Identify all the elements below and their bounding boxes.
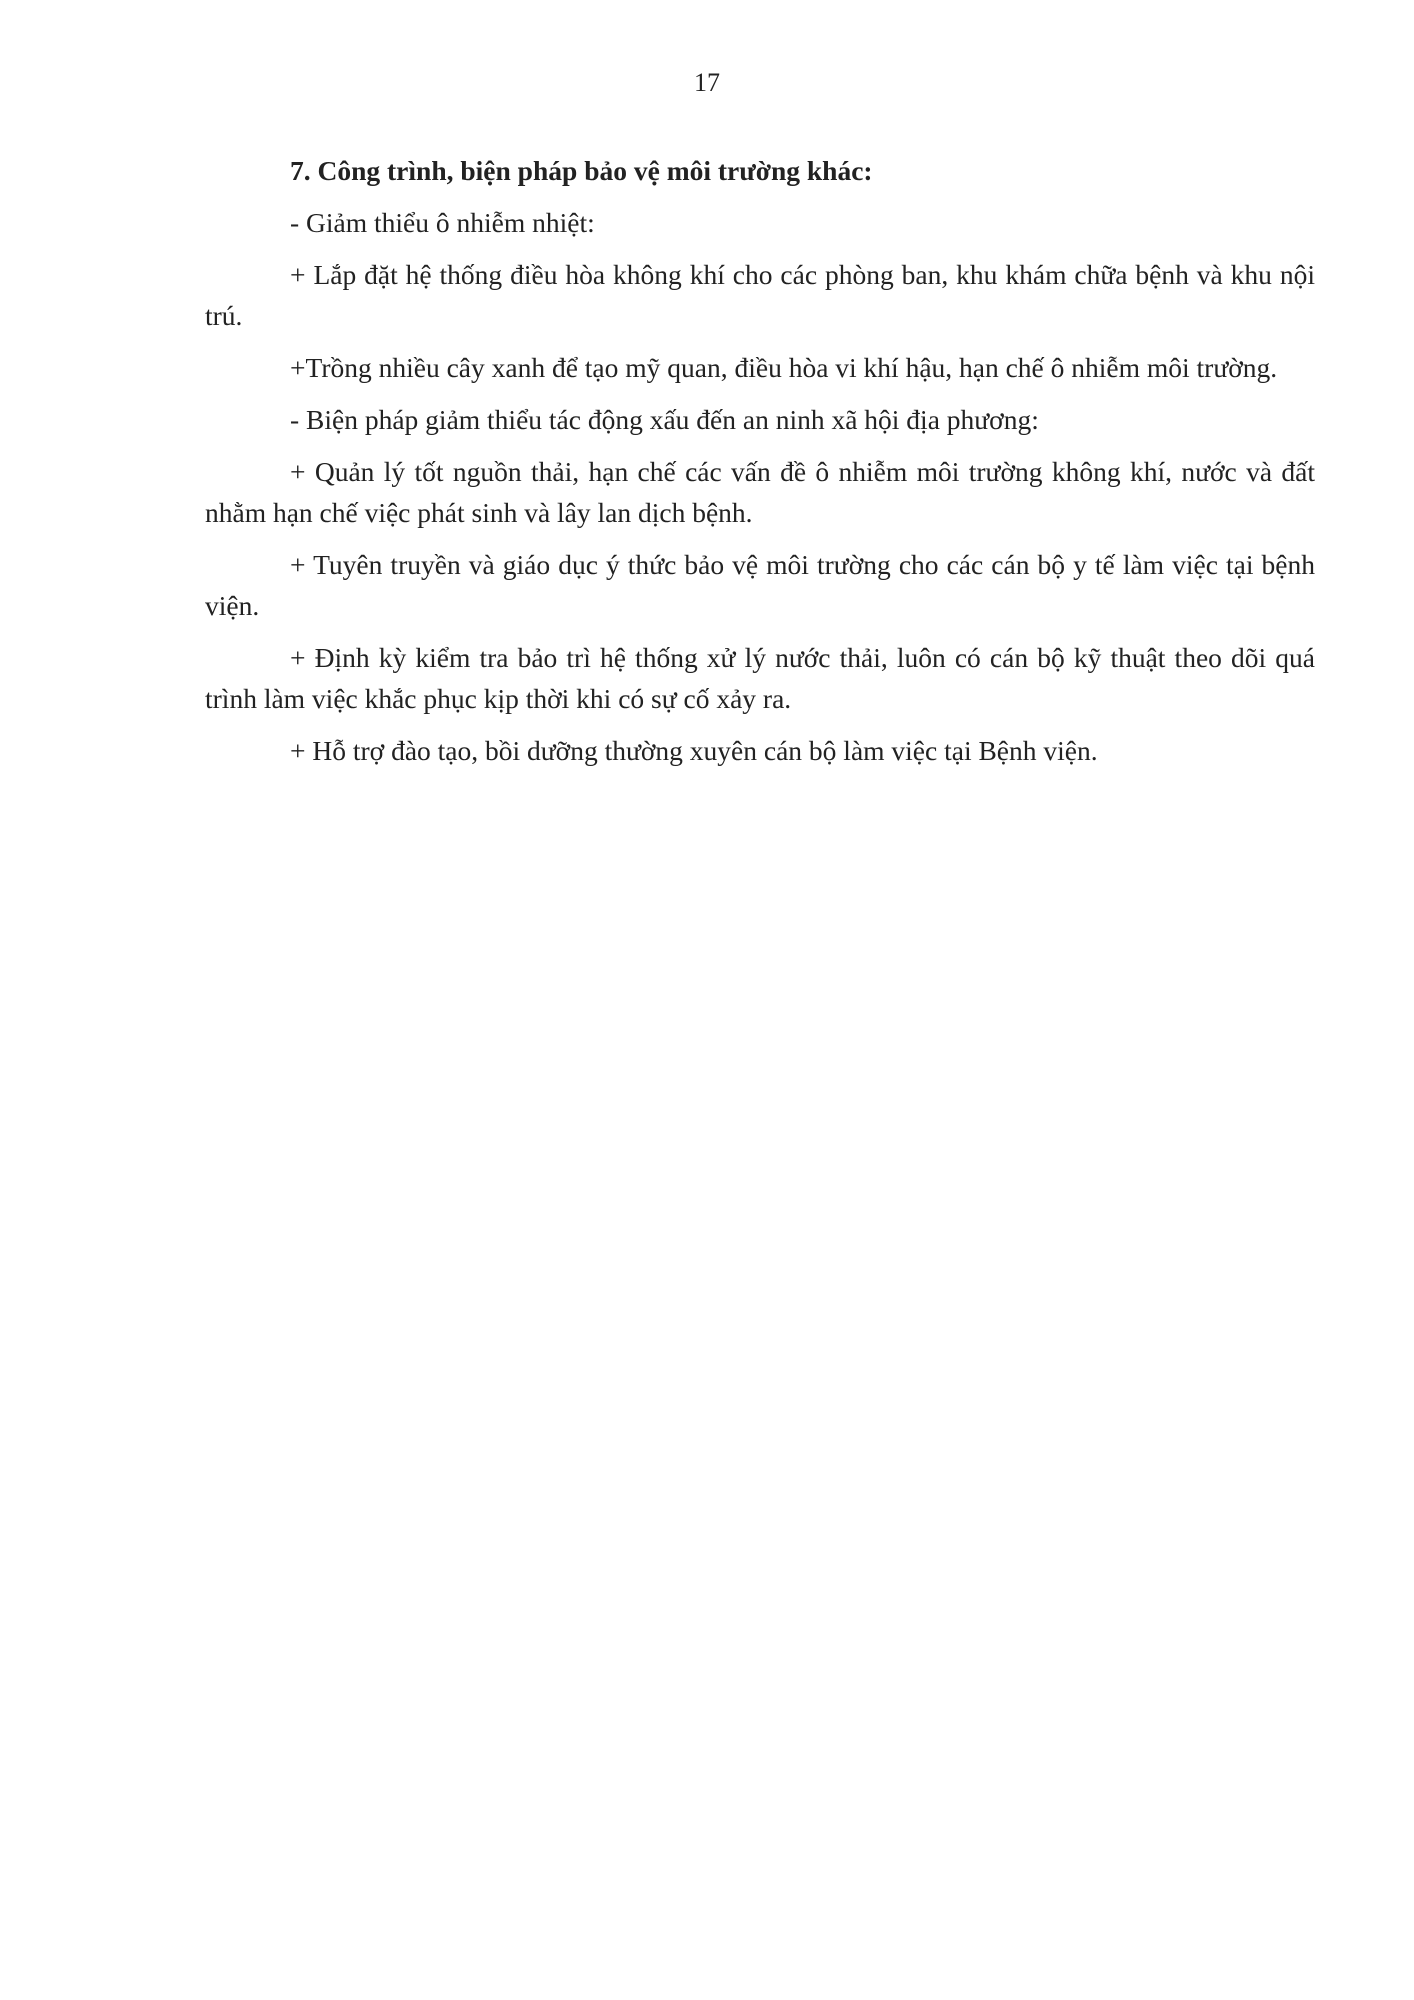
paragraph-education: + Tuyên truyền và giáo dục ý thức bảo vệ môi trường cho các cán bộ y tế làm việc tại bệnh viện.	[205, 549, 1315, 621]
paragraph-waste-management: + Quản lý tốt nguồn thải, hạn chế các vấn đề ô nhiễm môi trường không khí, nước và đất nhằm hạn chế việc phát sinh và lây lan dịch bệnh.	[205, 456, 1315, 528]
paragraph-planting-trees: +Trồng nhiều cây xanh để tạo mỹ quan, điều hòa vi khí hậu, hạn chế ô nhiễm môi trường.	[290, 352, 1278, 383]
document-body	[205, 150, 1315, 782]
paragraph-maintenance: + Định kỳ kiểm tra bảo trì hệ thống xử lý nước thải, luôn có cán bộ kỹ thuật theo dõi quá trình làm việc khắc phục kịp thời khi có sự cố xảy ra.	[205, 642, 1315, 714]
paragraph-heat-pollution: - Giảm thiểu ô nhiễm nhiệt:	[290, 207, 595, 238]
paragraph-social-security: - Biện pháp giảm thiểu tác động xấu đến an ninh xã hội địa phương:	[290, 404, 1039, 435]
paragraph-training: + Hỗ trợ đào tạo, bồi dưỡng thường xuyên cán bộ làm việc tại Bệnh viện.	[290, 735, 1098, 766]
paragraph-air-conditioning: + Lắp đặt hệ thống điều hòa không khí cho các phòng ban, khu khám chữa bệnh và khu nội trú.	[205, 259, 1315, 331]
section-heading: 7. Công trình, biện pháp bảo vệ môi trường khác:	[290, 155, 873, 186]
page-number: 17	[694, 68, 720, 97]
